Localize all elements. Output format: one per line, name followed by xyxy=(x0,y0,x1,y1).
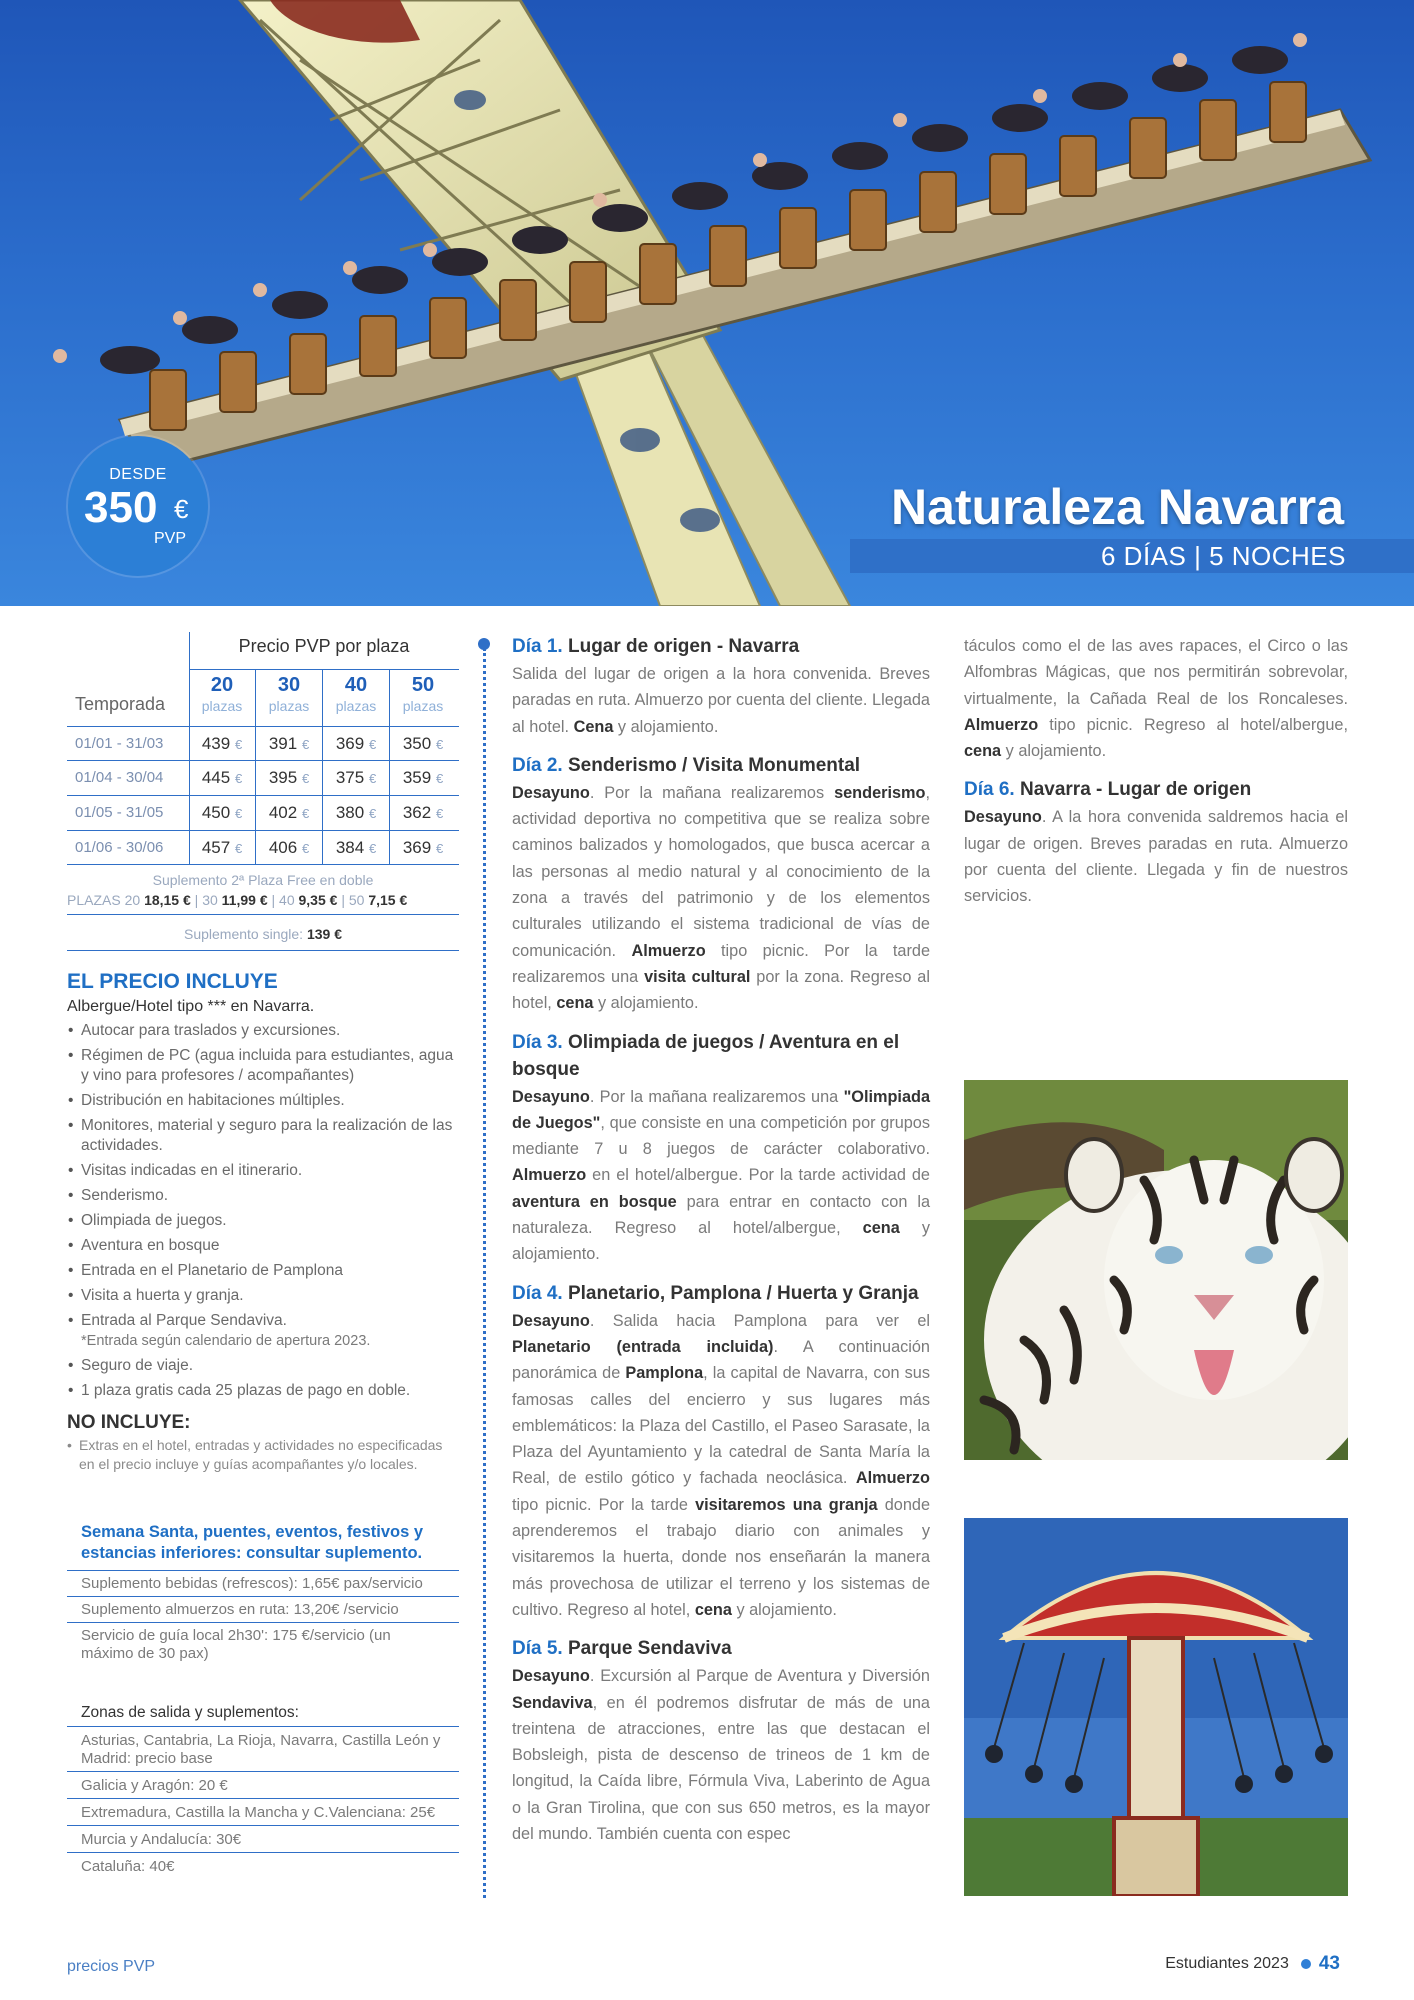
price-cell: 391 € xyxy=(268,734,310,753)
price-badge-currency: € xyxy=(174,494,189,524)
day-5-text: Desayuno. Excursión al Parque de Aventura y Diversión Sendaviva, en él podremos disfrutar de más de una treintena de atracciones, entre las que destacan el Bobsleigh, pista de descenso de trineos de 1 km de longitud, la Caída libre, Fórmula Viva, Laberinto de Agua o la Gran Tirolina, que con sus 650 metros, es la mayor del mundo. También cuenta con espec xyxy=(512,1667,930,1843)
day-1-text: Salida del lugar de origen a la hora convenida. Breves paradas en ruta. Almuerzo por cuenta del cliente. Llegada al hotel. Cena y alojamiento. xyxy=(512,665,930,736)
day-5-heading: Día 5. Parque Sendaviva xyxy=(512,1638,732,1660)
list-item: • Distribución en habitaciones múltiples. xyxy=(67,1091,459,1111)
price-cell: 445 € xyxy=(201,768,243,787)
price-cell: 380 € xyxy=(335,803,377,822)
trip-duration: 6 DÍAS | 5 NOCHES xyxy=(1101,541,1346,571)
column-plazas: plazas xyxy=(402,698,444,714)
table-row xyxy=(67,727,459,761)
no-incluye-text: • Extras en el hotel, entradas y actividades no especificadas en el precio incluye y guías acompañantes y/o locales. xyxy=(67,1436,459,1474)
footer-publication: Estudiantes 2023 xyxy=(1165,1955,1289,1973)
hero-banner xyxy=(0,0,1414,606)
price-cell: 406 € xyxy=(268,838,310,857)
supl-single: Suplemento single: 139 € xyxy=(183,926,342,942)
price-cell: 375 € xyxy=(335,768,377,787)
list-item: Extremadura, Castilla la Mancha y C.Valenciana: 25€ xyxy=(67,1799,459,1826)
list-item: • Seguro de viaje. xyxy=(67,1356,459,1376)
price-cell: 350 € xyxy=(402,734,444,753)
table-row xyxy=(67,831,459,865)
temporada-label: Temporada xyxy=(75,694,166,714)
table-rule xyxy=(67,950,459,951)
price-cell: 369 € xyxy=(402,838,444,857)
column-number: 50 xyxy=(411,674,435,696)
price-cell: 450 € xyxy=(201,803,243,822)
day-4-text: Desayuno. Salida hacia Pamplona para ver el Planetario (entrada incluida). A continuación panorámica de Pamplona, la capital de Navarra, con sus famosas calles del encierro y sus lugares más emblemáticos: la Plaza del Castillo, el Paseo Sarasate, la Plaza del Ayuntamiento y la catedral de Santa María la Real, de estilo gótico y fachada neoclásica. Almuerzo tipo picnic. Por la tarde visitaremos una granja donde aprenderemos el trabajo diario con animales y visitaremos la huerta, donde nos enseñarán la manera más provechosa de utilizar el terreno y los sistemas de cultivo. Regreso al hotel, cena y alojamiento. xyxy=(512,1311,930,1619)
column-number: 40 xyxy=(344,674,368,696)
list-item: Asturias, Cantabria, La Rioja, Navarra, Castilla León y Madrid: precio base xyxy=(67,1727,459,1772)
column-header-30 xyxy=(256,674,322,714)
list-item: • Entrada al Parque Sendaviva. *Entrada según calendario de apertura 2023. xyxy=(67,1311,459,1351)
list-item: • Visita a huerta y granja. xyxy=(67,1286,459,1306)
white-tiger-photo xyxy=(964,1080,1348,1460)
list-item: Servicio de guía local 2h30': 175 €/servicio (un máximo de 30 pax) xyxy=(81,1627,391,1662)
price-cell: 359 € xyxy=(402,768,444,787)
list-item: • Régimen de PC (agua incluida para estudiantes, agua y vino para profesores / acompañantes) xyxy=(67,1046,459,1086)
season-dates: 01/05 - 31/05 xyxy=(75,804,164,821)
column-plazas: plazas xyxy=(335,698,377,714)
season-dates: 01/01 - 31/03 xyxy=(75,735,164,752)
price-badge-desde: DESDE xyxy=(109,466,167,483)
day-5-text-continued: táculos como el de las aves rapaces, el Circo o las Alfombras Mágicas, que nos permitirán sobrevolar, virtualmente, la Cañada Real de los Roncaleses. Almuerzo tipo picnic. Regreso al hotel/albergue, cena y alojamiento. xyxy=(964,637,1348,761)
price-cell: 439 € xyxy=(201,734,243,753)
price-badge xyxy=(68,436,208,576)
supl-free-prices: PLAZAS 20 18,15 € | 30 11,99 € | 40 9,35 € | 50 7,15 € xyxy=(67,892,408,908)
list-item: • Aventura en bosque xyxy=(67,1236,459,1256)
day-3-heading: Día 3. Olimpiada de juegos / Aventura en el bosque xyxy=(512,1031,900,1080)
incluye-list xyxy=(67,1021,459,1406)
dotted-divider xyxy=(483,648,486,1898)
column-plazas: plazas xyxy=(268,698,310,714)
supl-free-title: Suplemento 2ª Plaza Free en doble xyxy=(152,872,374,888)
table-row xyxy=(67,796,459,830)
table-rule xyxy=(189,669,459,670)
day-2-text: Desayuno. Por la mañana realizaremos senderismo, actividad deportiva no competitiva que se realiza sobre caminos balizados y homologados, que busca acercar a las personas al medio natural y al conocimiento de la zona a través del patrimonio y de los elementos culturales utilizando el sistema tradicional de vías de comunicación. Almuerzo tipo picnic. Por la tarde realizaremos una visita cultural por la zona. Regreso al hotel, cena y alojamiento. xyxy=(512,783,930,1013)
day-6-heading: Día 6. Navarra - Lugar de origen xyxy=(964,779,1252,801)
swing-ride-photo xyxy=(964,1518,1348,1896)
column-header-40 xyxy=(323,674,389,714)
price-cell: 362 € xyxy=(402,803,444,822)
zonas-box xyxy=(67,1704,459,1879)
suplementos-title: Semana Santa, puentes, eventos, festivos y estancias inferiores: consultar suplemento. xyxy=(67,1522,459,1571)
column-header-20 xyxy=(189,674,255,714)
itinerary-column-middle xyxy=(512,633,930,1847)
price-badge-pvp: PVP xyxy=(154,530,187,547)
list-item: Suplemento almuerzos en ruta: 13,20€ /servicio xyxy=(67,1597,459,1623)
footer-left: precios PVP xyxy=(67,1958,156,1975)
list-item: Cataluña: 40€ xyxy=(81,1858,175,1875)
list-item: • Senderismo. xyxy=(67,1186,459,1206)
price-table-header: Precio PVP por plaza xyxy=(238,636,410,656)
footer-dot-icon xyxy=(1301,1959,1311,1969)
day-4-heading: Día 4. Planetario, Pamplona / Huerta y Granja xyxy=(512,1282,919,1304)
price-cell: 457 € xyxy=(201,838,243,857)
list-item: • Entrada en el Planetario de Pamplona xyxy=(67,1261,459,1281)
table-rule xyxy=(67,914,459,915)
column-number: 30 xyxy=(277,674,301,696)
day-2-heading: Día 2. Senderismo / Visita Monumental xyxy=(512,754,861,776)
list-item: • Visitas indicadas en el itinerario. xyxy=(67,1161,459,1181)
price-badge-amount: 350 xyxy=(84,483,158,532)
table-row xyxy=(67,761,459,795)
column-plazas: plazas xyxy=(201,698,243,714)
day-6-text: Desayuno. A la hora convenida saldremos hacia el lugar de origen. Breves paradas en ruta. Almuerzo por cuenta del cliente. Llegada y fin de nuestros servicios. xyxy=(964,808,1348,906)
season-dates: 01/04 - 30/04 xyxy=(75,769,164,786)
footer-right xyxy=(1165,1953,1340,1975)
season-dates: 01/06 - 30/06 xyxy=(75,839,164,856)
itinerary-column-right xyxy=(964,633,1348,910)
price-cell: 395 € xyxy=(268,768,310,787)
list-item: Suplemento bebidas (refrescos): 1,65€ pax/servicio xyxy=(67,1571,459,1597)
price-cell: 369 € xyxy=(335,734,377,753)
no-incluye-title: NO INCLUYE: xyxy=(67,1412,191,1433)
list-item: • Monitores, material y seguro para la realización de las actividades. xyxy=(67,1116,459,1156)
list-item: Murcia y Andalucía: 30€ xyxy=(67,1826,459,1853)
zonas-title: Zonas de salida y suplementos: xyxy=(67,1704,459,1727)
sendaviva-note: *Entrada según calendario de apertura 2023. xyxy=(81,1333,371,1349)
day-3-text: Desayuno. Por la mañana realizaremos una "Olimpiada de Juegos", que consiste en una competición por grupos mediante 7 u 8 juegos de carácter colaborativo. Almuerzo en el hotel/albergue. Por la tarde actividad de aventura en bosque para entrar en contacto con la naturaleza. Regreso al hotel/albergue, cena y alojamiento. xyxy=(512,1087,931,1264)
column-header-50 xyxy=(390,674,456,714)
column-number: 20 xyxy=(210,674,234,696)
page-number: 43 xyxy=(1318,1953,1340,1974)
incluye-title: EL PRECIO INCLUYE xyxy=(67,970,278,993)
price-cell: 384 € xyxy=(335,838,377,857)
list-item: • Autocar para traslados y excursiones. xyxy=(67,1021,459,1041)
list-item: • 1 plaza gratis cada 25 plazas de pago en doble. xyxy=(67,1381,459,1401)
page-title: Naturaleza Navarra xyxy=(890,479,1344,535)
incluye-subtitle: Albergue/Hotel tipo *** en Navarra. xyxy=(67,998,315,1015)
suplementos-box xyxy=(67,1522,459,1666)
price-cell: 402 € xyxy=(268,803,310,822)
list-item: Galicia y Aragón: 20 € xyxy=(67,1772,459,1799)
day-1-heading: Día 1. Lugar de origen - Navarra xyxy=(512,636,800,657)
list-item: • Olimpiada de juegos. xyxy=(67,1211,459,1231)
